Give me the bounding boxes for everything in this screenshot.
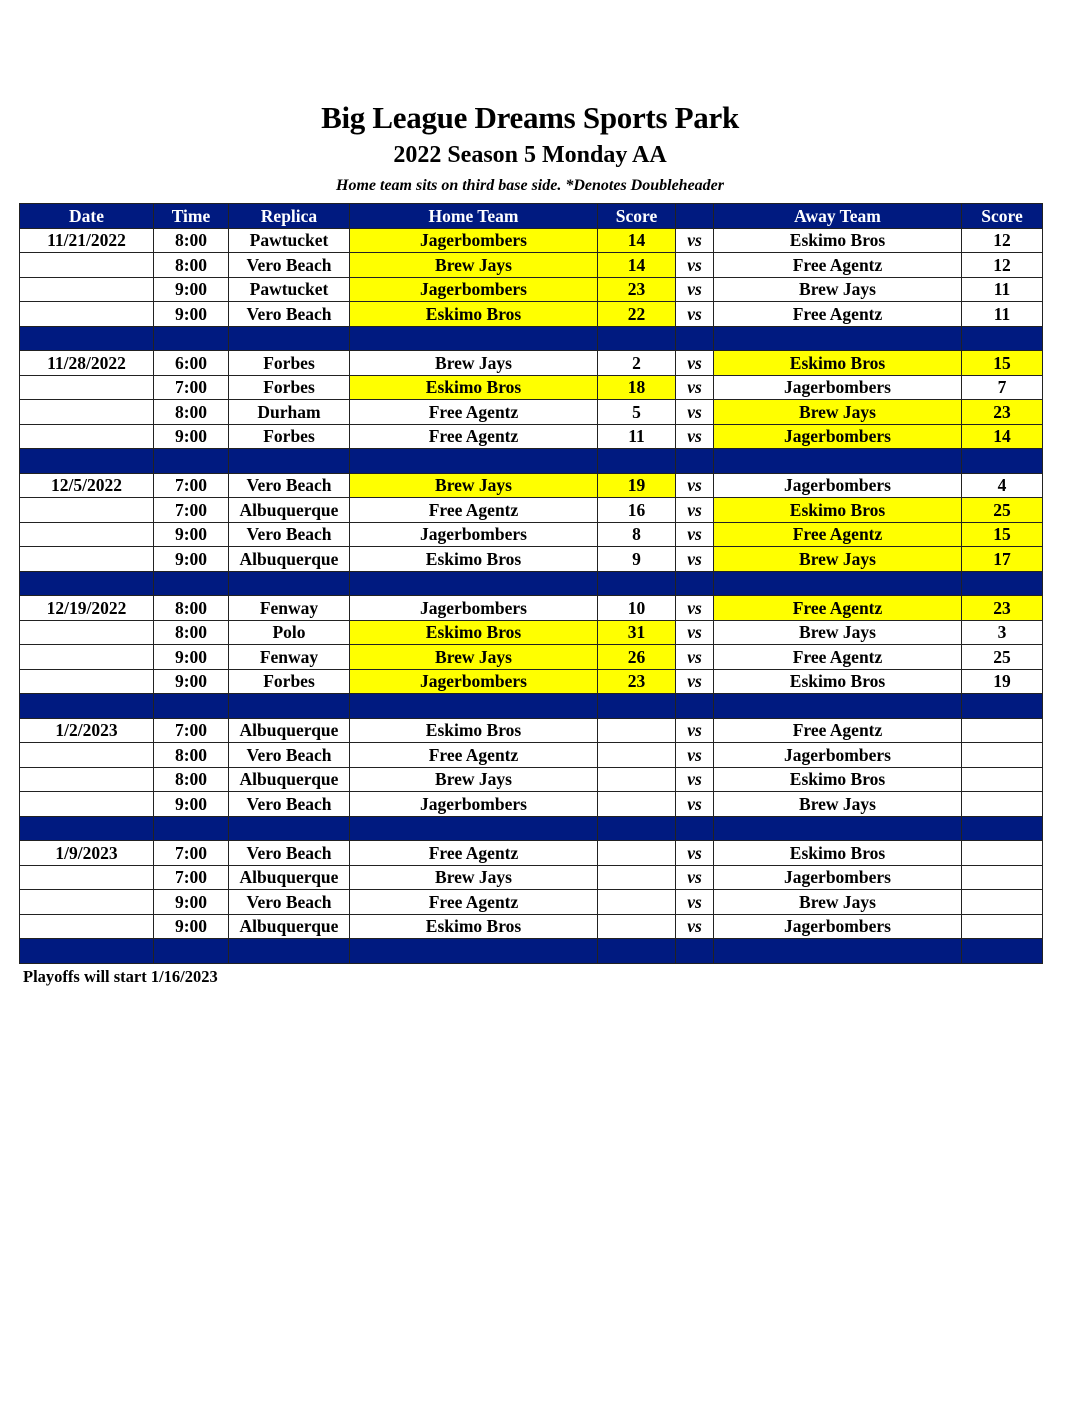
home-score-cell (598, 792, 676, 817)
table-row (20, 228, 1043, 253)
separator-cell (154, 694, 229, 719)
replica-cell: Pawtucket (229, 228, 350, 253)
home-team-cell: Eskimo Bros (350, 620, 598, 645)
home-score-cell: 2 (598, 351, 676, 376)
time-cell: 9:00 (154, 914, 229, 939)
time-cell: 7:00 (154, 718, 229, 743)
away-team-cell: Jagerbombers (714, 743, 962, 768)
date-cell: 12/5/2022 (20, 473, 154, 498)
away-score-cell: 15 (962, 522, 1043, 547)
away-score-cell: 25 (962, 645, 1043, 670)
separator-cell (962, 939, 1043, 964)
separator-cell (229, 939, 350, 964)
away-team-cell: Free Agentz (714, 718, 962, 743)
replica-cell: Albuquerque (229, 547, 350, 572)
home-score-cell: 23 (598, 669, 676, 694)
away-team-cell: Free Agentz (714, 596, 962, 621)
date-cell (20, 302, 154, 327)
separator-cell (20, 571, 154, 596)
col-home-score-header: Score (598, 204, 676, 229)
home-score-cell: 9 (598, 547, 676, 572)
date-cell (20, 792, 154, 817)
away-score-cell: 23 (962, 400, 1043, 425)
away-score-cell: 15 (962, 351, 1043, 376)
time-cell: 9:00 (154, 547, 229, 572)
home-score-cell: 5 (598, 400, 676, 425)
away-score-cell: 12 (962, 228, 1043, 253)
separator-cell (714, 816, 962, 841)
home-score-cell (598, 865, 676, 890)
header-row (20, 204, 1043, 229)
home-team-cell: Free Agentz (350, 400, 598, 425)
away-score-cell: 12 (962, 253, 1043, 278)
time-cell: 9:00 (154, 645, 229, 670)
separator-cell (350, 571, 598, 596)
away-score-cell: 17 (962, 547, 1043, 572)
home-team-cell: Eskimo Bros (350, 547, 598, 572)
vs-cell: vs (676, 547, 714, 572)
replica-cell: Forbes (229, 424, 350, 449)
home-team-cell: Brew Jays (350, 253, 598, 278)
date-cell (20, 498, 154, 523)
away-team-cell: Eskimo Bros (714, 498, 962, 523)
home-team-cell: Eskimo Bros (350, 375, 598, 400)
home-score-cell: 22 (598, 302, 676, 327)
home-team-cell: Brew Jays (350, 865, 598, 890)
time-cell: 9:00 (154, 669, 229, 694)
home-score-cell: 23 (598, 277, 676, 302)
vs-cell: vs (676, 865, 714, 890)
home-score-cell: 11 (598, 424, 676, 449)
replica-cell: Forbes (229, 375, 350, 400)
vs-cell: vs (676, 375, 714, 400)
time-cell: 8:00 (154, 596, 229, 621)
home-team-cell: Brew Jays (350, 645, 598, 670)
away-team-cell: Eskimo Bros (714, 351, 962, 376)
schedule-note: Home team sits on third base side. *Denotes Doubleheader (336, 177, 724, 194)
separator-cell (350, 939, 598, 964)
separator-cell (229, 571, 350, 596)
away-score-cell: 4 (962, 473, 1043, 498)
vs-cell: vs (676, 351, 714, 376)
date-cell (20, 914, 154, 939)
away-team-cell: Brew Jays (714, 400, 962, 425)
table-row (20, 596, 1043, 621)
away-team-cell: Brew Jays (714, 792, 962, 817)
home-team-cell: Jagerbombers (350, 228, 598, 253)
away-team-cell: Brew Jays (714, 277, 962, 302)
date-cell (20, 767, 154, 792)
away-score-cell: 25 (962, 498, 1043, 523)
home-team-cell: Free Agentz (350, 890, 598, 915)
replica-cell: Albuquerque (229, 865, 350, 890)
home-score-cell (598, 743, 676, 768)
home-team-cell: Brew Jays (350, 473, 598, 498)
home-team-cell: Brew Jays (350, 351, 598, 376)
away-score-cell (962, 767, 1043, 792)
vs-cell: vs (676, 302, 714, 327)
away-team-cell: Eskimo Bros (714, 669, 962, 694)
away-team-cell: Brew Jays (714, 890, 962, 915)
separator-cell (714, 939, 962, 964)
separator-cell (229, 449, 350, 474)
home-score-cell (598, 890, 676, 915)
away-score-cell: 23 (962, 596, 1043, 621)
home-team-cell: Brew Jays (350, 767, 598, 792)
away-team-cell: Free Agentz (714, 302, 962, 327)
week-separator-row (20, 326, 1043, 351)
vs-cell: vs (676, 400, 714, 425)
schedule-body (20, 228, 1043, 963)
separator-cell (676, 694, 714, 719)
away-score-cell (962, 914, 1043, 939)
table-row (20, 841, 1043, 866)
away-team-cell: Jagerbombers (714, 865, 962, 890)
separator-cell (598, 694, 676, 719)
col-replica-header: Replica (229, 204, 350, 229)
time-cell: 7:00 (154, 473, 229, 498)
replica-cell: Vero Beach (229, 253, 350, 278)
time-cell: 8:00 (154, 400, 229, 425)
replica-cell: Vero Beach (229, 792, 350, 817)
table-row (20, 767, 1043, 792)
time-cell: 8:00 (154, 767, 229, 792)
time-cell: 8:00 (154, 620, 229, 645)
playoffs-note: Playoffs will start 1/16/2023 (23, 967, 218, 986)
time-cell: 9:00 (154, 424, 229, 449)
replica-cell: Vero Beach (229, 841, 350, 866)
away-score-cell: 19 (962, 669, 1043, 694)
vs-cell: vs (676, 596, 714, 621)
time-cell: 7:00 (154, 841, 229, 866)
vs-cell: vs (676, 473, 714, 498)
replica-cell: Vero Beach (229, 473, 350, 498)
replica-cell: Vero Beach (229, 522, 350, 547)
away-team-cell: Eskimo Bros (714, 228, 962, 253)
date-cell (20, 400, 154, 425)
vs-cell: vs (676, 498, 714, 523)
separator-cell (154, 816, 229, 841)
away-score-cell: 14 (962, 424, 1043, 449)
separator-cell (350, 449, 598, 474)
separator-cell (598, 449, 676, 474)
separator-cell (350, 326, 598, 351)
replica-cell: Albuquerque (229, 914, 350, 939)
time-cell: 9:00 (154, 890, 229, 915)
date-cell (20, 620, 154, 645)
time-cell: 7:00 (154, 865, 229, 890)
schedule-table (19, 203, 1043, 964)
away-team-cell: Jagerbombers (714, 473, 962, 498)
away-score-cell (962, 890, 1043, 915)
vs-cell: vs (676, 914, 714, 939)
home-team-cell: Eskimo Bros (350, 914, 598, 939)
separator-cell (229, 816, 350, 841)
replica-cell: Fenway (229, 645, 350, 670)
table-row (20, 718, 1043, 743)
col-time-header: Time (154, 204, 229, 229)
table-row (20, 743, 1043, 768)
time-cell: 8:00 (154, 743, 229, 768)
replica-cell: Forbes (229, 669, 350, 694)
separator-cell (962, 326, 1043, 351)
replica-cell: Albuquerque (229, 498, 350, 523)
col-vs-header (676, 204, 714, 229)
away-team-cell: Eskimo Bros (714, 767, 962, 792)
col-date-header: Date (20, 204, 154, 229)
separator-cell (229, 694, 350, 719)
separator-cell (962, 449, 1043, 474)
table-row (20, 375, 1043, 400)
week-separator-row (20, 939, 1043, 964)
home-score-cell: 14 (598, 228, 676, 253)
separator-cell (20, 326, 154, 351)
replica-cell: Forbes (229, 351, 350, 376)
away-score-cell: 11 (962, 302, 1043, 327)
table-row (20, 400, 1043, 425)
separator-cell (676, 449, 714, 474)
table-row (20, 620, 1043, 645)
vs-cell: vs (676, 424, 714, 449)
separator-cell (154, 939, 229, 964)
home-team-cell: Free Agentz (350, 498, 598, 523)
home-score-cell: 31 (598, 620, 676, 645)
time-cell: 8:00 (154, 228, 229, 253)
vs-cell: vs (676, 743, 714, 768)
table-row (20, 792, 1043, 817)
separator-cell (154, 571, 229, 596)
separator-cell (714, 694, 962, 719)
home-score-cell (598, 841, 676, 866)
home-team-cell: Free Agentz (350, 743, 598, 768)
home-score-cell: 10 (598, 596, 676, 621)
separator-cell (598, 816, 676, 841)
replica-cell: Albuquerque (229, 718, 350, 743)
separator-cell (714, 326, 962, 351)
separator-cell (598, 326, 676, 351)
separator-cell (350, 816, 598, 841)
week-separator-row (20, 694, 1043, 719)
date-cell (20, 547, 154, 572)
separator-cell (714, 449, 962, 474)
replica-cell: Fenway (229, 596, 350, 621)
replica-cell: Pawtucket (229, 277, 350, 302)
vs-cell: vs (676, 522, 714, 547)
date-cell: 1/2/2023 (20, 718, 154, 743)
away-team-cell: Jagerbombers (714, 914, 962, 939)
date-cell: 11/21/2022 (20, 228, 154, 253)
separator-cell (598, 939, 676, 964)
time-cell: 9:00 (154, 277, 229, 302)
home-score-cell: 26 (598, 645, 676, 670)
vs-cell: vs (676, 792, 714, 817)
away-score-cell: 3 (962, 620, 1043, 645)
date-cell (20, 743, 154, 768)
date-cell (20, 890, 154, 915)
vs-cell: vs (676, 718, 714, 743)
separator-cell (229, 326, 350, 351)
separator-cell (598, 571, 676, 596)
table-row (20, 547, 1043, 572)
away-team-cell: Jagerbombers (714, 424, 962, 449)
away-team-cell: Eskimo Bros (714, 841, 962, 866)
date-cell (20, 253, 154, 278)
separator-cell (962, 816, 1043, 841)
replica-cell: Polo (229, 620, 350, 645)
vs-cell: vs (676, 841, 714, 866)
vs-cell: vs (676, 620, 714, 645)
table-row (20, 522, 1043, 547)
home-team-cell: Eskimo Bros (350, 302, 598, 327)
home-team-cell: Jagerbombers (350, 792, 598, 817)
home-team-cell: Jagerbombers (350, 522, 598, 547)
table-row (20, 645, 1043, 670)
time-cell: 7:00 (154, 375, 229, 400)
replica-cell: Albuquerque (229, 767, 350, 792)
replica-cell: Durham (229, 400, 350, 425)
separator-cell (154, 449, 229, 474)
replica-cell: Vero Beach (229, 743, 350, 768)
home-score-cell: 14 (598, 253, 676, 278)
home-score-cell (598, 914, 676, 939)
table-row (20, 302, 1043, 327)
date-cell (20, 277, 154, 302)
away-score-cell: 7 (962, 375, 1043, 400)
away-score-cell (962, 743, 1043, 768)
separator-cell (714, 571, 962, 596)
away-score-cell (962, 792, 1043, 817)
home-team-cell: Jagerbombers (350, 596, 598, 621)
home-team-cell: Jagerbombers (350, 669, 598, 694)
col-away-score-header: Score (962, 204, 1043, 229)
time-cell: 9:00 (154, 302, 229, 327)
date-cell (20, 522, 154, 547)
date-cell: 12/19/2022 (20, 596, 154, 621)
home-score-cell: 16 (598, 498, 676, 523)
home-score-cell (598, 718, 676, 743)
page-title: Big League Dreams Sports Park (321, 100, 739, 135)
away-score-cell: 11 (962, 277, 1043, 302)
vs-cell: vs (676, 228, 714, 253)
away-team-cell: Free Agentz (714, 253, 962, 278)
time-cell: 9:00 (154, 792, 229, 817)
away-score-cell (962, 718, 1043, 743)
table-row (20, 865, 1043, 890)
separator-cell (676, 326, 714, 351)
date-cell: 1/9/2023 (20, 841, 154, 866)
vs-cell: vs (676, 669, 714, 694)
table-row (20, 473, 1043, 498)
separator-cell (154, 326, 229, 351)
date-cell (20, 375, 154, 400)
away-team-cell: Brew Jays (714, 620, 962, 645)
replica-cell: Vero Beach (229, 890, 350, 915)
vs-cell: vs (676, 645, 714, 670)
home-team-cell: Free Agentz (350, 841, 598, 866)
home-score-cell: 8 (598, 522, 676, 547)
vs-cell: vs (676, 890, 714, 915)
separator-cell (962, 694, 1043, 719)
table-row (20, 277, 1043, 302)
separator-cell (676, 816, 714, 841)
week-separator-row (20, 571, 1043, 596)
time-cell: 7:00 (154, 498, 229, 523)
away-team-cell: Brew Jays (714, 547, 962, 572)
time-cell: 6:00 (154, 351, 229, 376)
date-cell (20, 865, 154, 890)
vs-cell: vs (676, 253, 714, 278)
home-score-cell: 19 (598, 473, 676, 498)
separator-cell (676, 571, 714, 596)
table-row (20, 253, 1043, 278)
date-cell: 11/28/2022 (20, 351, 154, 376)
week-separator-row (20, 816, 1043, 841)
away-score-cell (962, 865, 1043, 890)
table-row (20, 351, 1043, 376)
home-team-cell: Jagerbombers (350, 277, 598, 302)
replica-cell: Vero Beach (229, 302, 350, 327)
table-row (20, 424, 1043, 449)
separator-cell (350, 694, 598, 719)
table-row (20, 498, 1043, 523)
date-cell (20, 669, 154, 694)
col-away-team-header: Away Team (714, 204, 962, 229)
away-team-cell: Free Agentz (714, 645, 962, 670)
separator-cell (20, 816, 154, 841)
page-subtitle: 2022 Season 5 Monday AA (393, 142, 667, 168)
home-team-cell: Eskimo Bros (350, 718, 598, 743)
away-team-cell: Free Agentz (714, 522, 962, 547)
separator-cell (962, 571, 1043, 596)
date-cell (20, 424, 154, 449)
vs-cell: vs (676, 767, 714, 792)
home-score-cell (598, 767, 676, 792)
separator-cell (20, 449, 154, 474)
separator-cell (20, 939, 154, 964)
home-team-cell: Free Agentz (350, 424, 598, 449)
table-row (20, 890, 1043, 915)
separator-cell (676, 939, 714, 964)
col-home-team-header: Home Team (350, 204, 598, 229)
week-separator-row (20, 449, 1043, 474)
home-score-cell: 18 (598, 375, 676, 400)
away-team-cell: Jagerbombers (714, 375, 962, 400)
separator-cell (20, 694, 154, 719)
away-score-cell (962, 841, 1043, 866)
vs-cell: vs (676, 277, 714, 302)
table-row (20, 669, 1043, 694)
time-cell: 8:00 (154, 253, 229, 278)
time-cell: 9:00 (154, 522, 229, 547)
table-row (20, 914, 1043, 939)
date-cell (20, 645, 154, 670)
